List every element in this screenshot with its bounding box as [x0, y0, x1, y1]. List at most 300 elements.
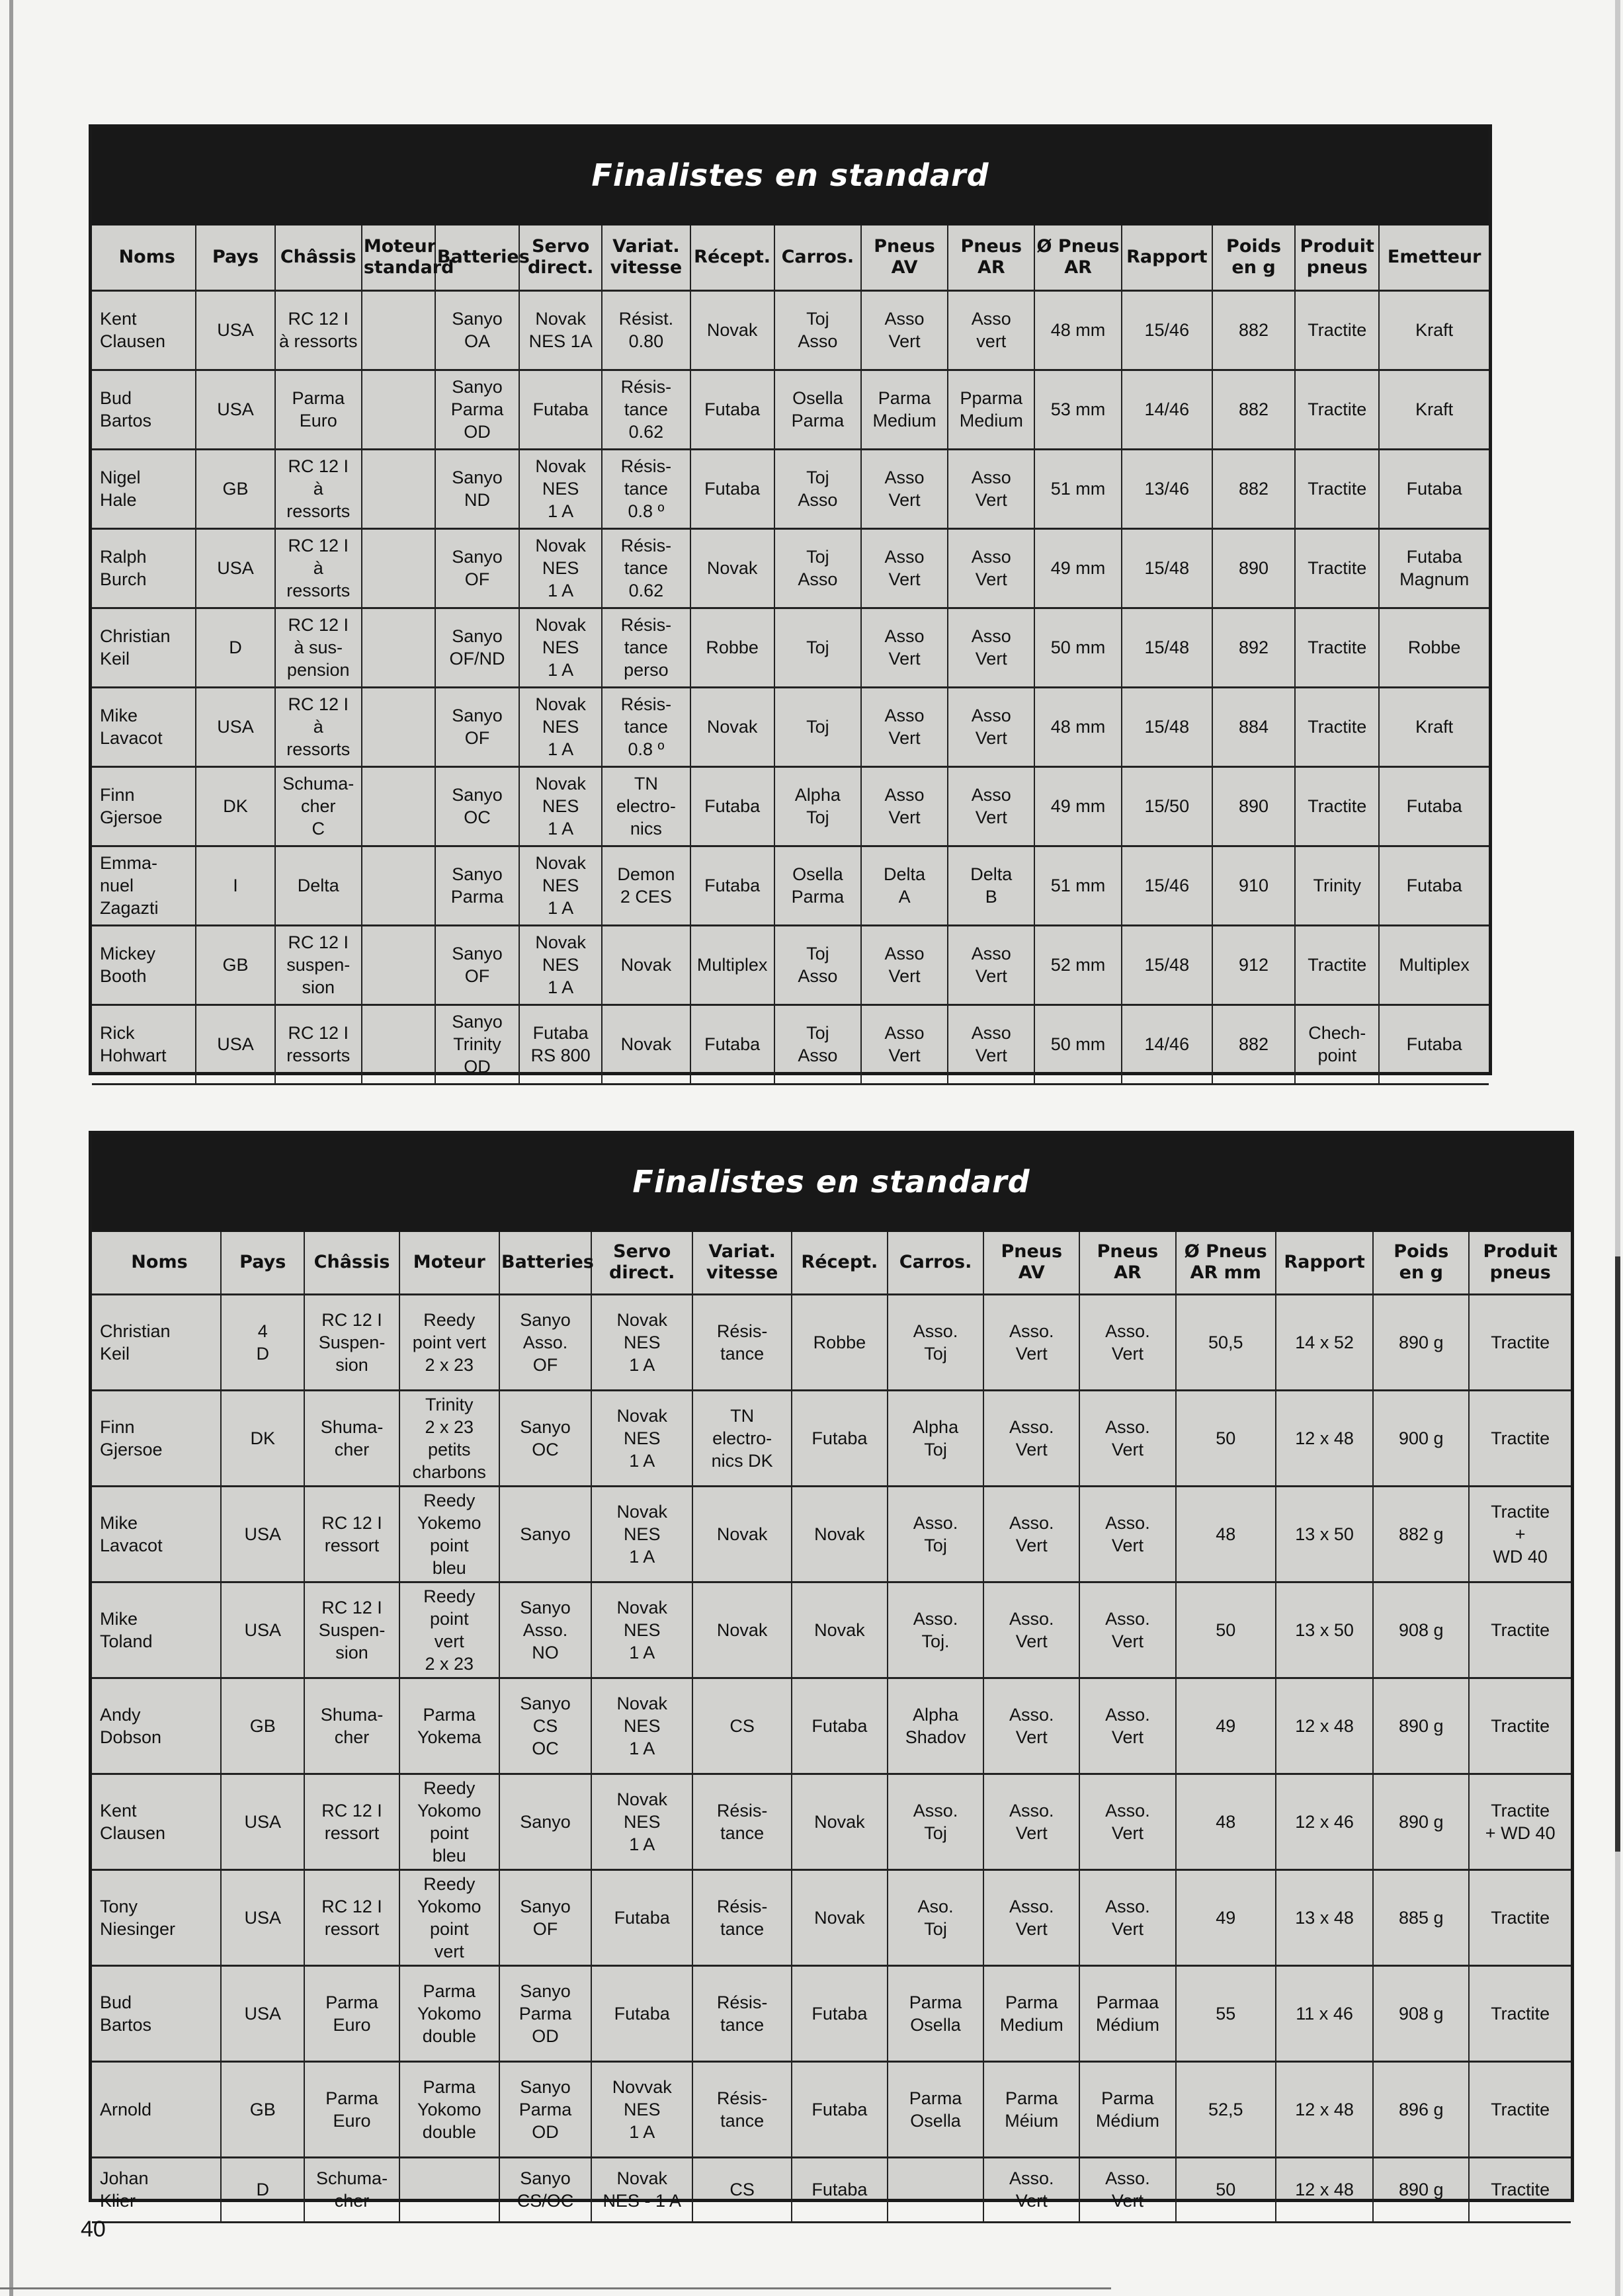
table-cell: TN electro- nics	[602, 766, 690, 846]
table-cell: Novak NES 1 A	[519, 766, 602, 846]
table-cell	[362, 846, 435, 925]
table1-header-cell: Rapport	[1122, 226, 1212, 290]
table-cell: Emma- nuel Zagazti	[92, 846, 196, 925]
table-cell: Asso Vert	[861, 766, 948, 846]
table-cell: Asso. Vert	[1079, 1678, 1175, 1774]
table-cell: Novak NES 1 A	[591, 1390, 692, 1486]
table-row	[92, 528, 1489, 608]
table-cell: Futaba	[690, 449, 774, 528]
table-cell: RC 12 I ressort	[304, 1869, 399, 1965]
table-cell: Sanyo OF	[435, 528, 519, 608]
table-cell: 896 g	[1373, 2061, 1469, 2157]
table2-header-cell: Châssis	[304, 1232, 399, 1294]
table-row	[92, 290, 1489, 370]
table-cell: Alpha Shadov	[888, 1678, 983, 1774]
table-cell: Robbe	[690, 608, 774, 687]
table-cell: Sanyo OC	[435, 766, 519, 846]
table-cell: 13 x 50	[1276, 1486, 1373, 1582]
table-cell: Novak	[690, 528, 774, 608]
table-cell: Asso. Vert	[1079, 1294, 1175, 1390]
table-cell: 890 g	[1373, 1678, 1469, 1774]
table-cell: DK	[221, 1390, 305, 1486]
table-cell: Sanyo OF/ND	[435, 608, 519, 687]
table-cell: 49 mm	[1034, 766, 1121, 846]
table2-header-cell: Pneus AR	[1079, 1232, 1175, 1294]
table1	[92, 226, 1489, 1085]
table-cell: Reedy point vert 2 x 23	[399, 1294, 499, 1390]
table-cell: 13 x 48	[1276, 1869, 1373, 1965]
table-cell: Alpha Toj	[774, 766, 861, 846]
table-cell: RC 12 I ressort	[304, 1486, 399, 1582]
table-cell: Futaba	[591, 1965, 692, 2061]
table-cell: Tractite	[1469, 1294, 1571, 1390]
table-cell: USA	[196, 1004, 274, 1084]
table-cell: Novak NES 1 A	[591, 1678, 692, 1774]
table-row	[92, 370, 1489, 449]
table-cell: USA	[221, 1965, 305, 2061]
table-cell: USA	[221, 1582, 305, 1678]
table-cell: 55	[1176, 1965, 1276, 2061]
table-cell: 50 mm	[1034, 1004, 1121, 1084]
table-cell: USA	[196, 290, 274, 370]
table-cell: 15/46	[1122, 846, 1212, 925]
table-cell: 890 g	[1373, 2157, 1469, 2222]
table-cell: Shuma- cher	[304, 1390, 399, 1486]
table-cell: Bud Bartos	[92, 1965, 221, 2061]
table-cell: Futaba	[1379, 449, 1489, 528]
table-cell: Tractite	[1295, 687, 1379, 766]
table-cell: Asso Vert	[861, 290, 948, 370]
table-cell: Asso vert	[948, 290, 1034, 370]
table-cell: Novak NES 1 A	[519, 925, 602, 1004]
table-row	[92, 1965, 1571, 2061]
table-cell: GB	[221, 1678, 305, 1774]
table-cell: 15/48	[1122, 608, 1212, 687]
page-edge-left	[9, 0, 13, 2296]
table-cell: RC 12 I ressorts	[275, 1004, 362, 1084]
table-cell: 12 x 46	[1276, 1774, 1373, 1869]
table-cell	[362, 1004, 435, 1084]
table-cell: CS	[692, 1678, 791, 1774]
table-cell: Novak	[602, 1004, 690, 1084]
table-cell: Novak NES - 1 A	[591, 2157, 692, 2222]
table-cell: Tractite	[1295, 608, 1379, 687]
table-cell: Asso Vert	[948, 528, 1034, 608]
table-cell: 890	[1212, 528, 1295, 608]
table-cell: Novak NES 1 A	[519, 608, 602, 687]
table-cell: Futaba	[792, 2061, 888, 2157]
table-row	[92, 1294, 1571, 1390]
table1-title: Finalistes en standard	[92, 128, 1489, 226]
table-cell: Asso Vert	[861, 1004, 948, 1084]
table-cell: 12 x 48	[1276, 2061, 1373, 2157]
table2-header-cell: Servo direct.	[591, 1232, 692, 1294]
table-cell: Novak	[690, 687, 774, 766]
table-cell: Asso Vert	[861, 449, 948, 528]
table-cell: 908 g	[1373, 1965, 1469, 2061]
table-cell: Finn Gjersoe	[92, 1390, 221, 1486]
table-cell: 48	[1176, 1486, 1276, 1582]
page-edge-bottom	[0, 2287, 1111, 2289]
table-cell: Sanyo ND	[435, 449, 519, 528]
table2-header-cell: Carros.	[888, 1232, 983, 1294]
table-cell: Résis- tance	[692, 1965, 791, 2061]
table-cell: Tractite	[1295, 766, 1379, 846]
table-cell: Delta A	[861, 846, 948, 925]
table-cell: Mickey Booth	[92, 925, 196, 1004]
table-cell: Kent Clausen	[92, 290, 196, 370]
table-cell: 890	[1212, 766, 1295, 846]
table-cell: Sanyo Asso. OF	[499, 1294, 591, 1390]
table-cell: Novak NES 1 A	[519, 528, 602, 608]
table-cell: Trinity	[1295, 846, 1379, 925]
table-cell: Mike Lavacot	[92, 1486, 221, 1582]
table-cell: Novak NES 1 A	[519, 846, 602, 925]
table-cell: Futaba	[690, 370, 774, 449]
table-cell	[362, 766, 435, 846]
table-cell: 15/48	[1122, 528, 1212, 608]
table1-header-row	[92, 226, 1489, 290]
table-cell: Tractite	[1469, 1965, 1571, 2061]
table-cell: Toj Asso	[774, 925, 861, 1004]
table-cell: Tractite	[1469, 1869, 1571, 1965]
table-cell: Toj Asso	[774, 449, 861, 528]
table-cell: Futaba	[690, 1004, 774, 1084]
table-cell: RC 12 I suspen- sion	[275, 925, 362, 1004]
table-cell: Novak	[792, 1582, 888, 1678]
table1-header-cell: Noms	[92, 226, 196, 290]
table-cell: DK	[196, 766, 274, 846]
table-cell: 50	[1176, 1582, 1276, 1678]
table-cell: Asso. Vert	[1079, 1390, 1175, 1486]
table-cell: Novak NES 1A	[519, 290, 602, 370]
table-cell: 900 g	[1373, 1390, 1469, 1486]
table-cell: Toj Asso	[774, 290, 861, 370]
table-cell: Résis- tance	[692, 1869, 791, 1965]
table-cell: Futaba	[792, 1678, 888, 1774]
table-cell: 912	[1212, 925, 1295, 1004]
table1-header-cell: Emetteur	[1379, 226, 1489, 290]
table-cell: 50	[1176, 2157, 1276, 2222]
table-cell: Asso. Toj.	[888, 1582, 983, 1678]
table-cell: Novak NES 1 A	[519, 687, 602, 766]
table-cell: Novak NES 1 A	[591, 1582, 692, 1678]
table-cell: Asso. Toj	[888, 1294, 983, 1390]
table1-header-cell: Ø Pneus AR	[1034, 226, 1121, 290]
table2-panel	[89, 1131, 1574, 2211]
table-cell: Demon 2 CES	[602, 846, 690, 925]
table-row	[92, 1582, 1571, 1678]
table-cell: Futaba Magnum	[1379, 528, 1489, 608]
table-cell: 892	[1212, 608, 1295, 687]
table-cell: USA	[196, 370, 274, 449]
table1-header-cell: Pays	[196, 226, 274, 290]
table-cell: Novak	[602, 925, 690, 1004]
table1-panel	[89, 124, 1492, 1075]
table-cell: Asso. Vert	[983, 1390, 1079, 1486]
table-cell: Parma Méium	[983, 2061, 1079, 2157]
table-cell: 11 x 46	[1276, 1965, 1373, 2061]
table-cell: Novak	[692, 1582, 791, 1678]
table-cell: Futaba	[792, 1965, 888, 2061]
table-cell: Mike Toland	[92, 1582, 221, 1678]
table-cell: Futaba	[690, 846, 774, 925]
table-cell: Asso Vert	[861, 528, 948, 608]
table-cell: Robbe	[1379, 608, 1489, 687]
table-cell: Novak	[792, 1774, 888, 1869]
table-cell: 12 x 48	[1276, 1390, 1373, 1486]
table-cell	[362, 370, 435, 449]
page-edge-right	[1615, 0, 1620, 2296]
table-cell: Ralph Burch	[92, 528, 196, 608]
table-cell: Résis- tance	[692, 1294, 791, 1390]
table-cell	[362, 290, 435, 370]
table-cell: Reedy Yokomo point vert	[399, 1869, 499, 1965]
table-cell: Asso Vert	[948, 925, 1034, 1004]
table-cell: 14/46	[1122, 1004, 1212, 1084]
table-cell: 13 x 50	[1276, 1582, 1373, 1678]
table-cell: Reedy Yokemo point bleu	[399, 1486, 499, 1582]
table1-header-cell: Produit pneus	[1295, 226, 1379, 290]
table-row	[92, 1678, 1571, 1774]
table-cell: Osella Parma	[774, 370, 861, 449]
table2-header-cell: Ø Pneus AR mm	[1176, 1232, 1276, 1294]
table-cell	[362, 528, 435, 608]
table-cell: 12 x 48	[1276, 2157, 1373, 2222]
table-row	[92, 1390, 1571, 1486]
table-cell: Futaba RS 800	[519, 1004, 602, 1084]
table-cell: Toj Asso	[774, 528, 861, 608]
table-cell: Futaba	[1379, 766, 1489, 846]
table-row	[92, 687, 1489, 766]
table-cell: Parma Médium	[1079, 2061, 1175, 2157]
table-cell: Asso. Vert	[983, 1582, 1079, 1678]
table2-header-cell: Moteur	[399, 1232, 499, 1294]
table-cell: Rick Hohwart	[92, 1004, 196, 1084]
table-cell: Sanyo OA	[435, 290, 519, 370]
table-cell: GB	[221, 2061, 305, 2157]
table1-header-cell: Pneus AV	[861, 226, 948, 290]
table-row	[92, 2157, 1571, 2222]
table-cell: Mike Lavacot	[92, 687, 196, 766]
table-cell: Sanyo OF	[435, 687, 519, 766]
table-cell: Résis- tance 0.8 º	[602, 449, 690, 528]
table-cell: Parma Medium	[983, 1965, 1079, 2061]
table-cell: Résis- tance 0.8 º	[602, 687, 690, 766]
table-row	[92, 1774, 1571, 1869]
table-cell: USA	[221, 1774, 305, 1869]
table-cell: Résis- tance 0.62	[602, 528, 690, 608]
table-cell: Trinity 2 x 23 petits charbons	[399, 1390, 499, 1486]
table-cell: Résis- tance perso	[602, 608, 690, 687]
table-cell: Sanyo Parma OD	[499, 1965, 591, 2061]
table-cell: Asso Vert	[861, 608, 948, 687]
table-cell: Novak NES 1 A	[519, 449, 602, 528]
table2-title: Finalistes en standard	[92, 1134, 1571, 1232]
table-cell: Pparma Medium	[948, 370, 1034, 449]
table-cell: Sanyo Asso. NO	[499, 1582, 591, 1678]
table-cell: Futaba	[792, 1390, 888, 1486]
table-cell: Kraft	[1379, 370, 1489, 449]
table-cell: Asso. Vert	[1079, 2157, 1175, 2222]
table-cell: Sanyo OF	[435, 925, 519, 1004]
table1-header-cell: Batteries	[435, 226, 519, 290]
table-cell: Résis- tance 0.62	[602, 370, 690, 449]
table-cell: 51 mm	[1034, 449, 1121, 528]
table-cell: Novak NES 1 A	[591, 1486, 692, 1582]
table2-header-cell: Rapport	[1276, 1232, 1373, 1294]
table-cell: Futaba	[1379, 1004, 1489, 1084]
table-cell: 50	[1176, 1390, 1276, 1486]
table-cell: Tractite	[1295, 290, 1379, 370]
table-cell: Asso Vert	[948, 449, 1034, 528]
table-cell	[399, 2157, 499, 2222]
table2-header-cell: Poids en g	[1373, 1232, 1469, 1294]
table-cell: 48 mm	[1034, 290, 1121, 370]
table-row	[92, 766, 1489, 846]
table-cell: Futaba	[519, 370, 602, 449]
table-cell: Tractite	[1469, 2061, 1571, 2157]
table-cell	[362, 925, 435, 1004]
table-cell: GB	[196, 925, 274, 1004]
table-cell: Tony Niesinger	[92, 1869, 221, 1965]
table-cell: 882	[1212, 290, 1295, 370]
table-cell: RC 12 I à ressorts	[275, 449, 362, 528]
table-cell: Tractite	[1469, 1390, 1571, 1486]
table-cell: Asso Vert	[948, 608, 1034, 687]
table-cell: Asso. Vert	[1079, 1486, 1175, 1582]
table-cell: RC 12 I à ressorts	[275, 687, 362, 766]
table-cell: Futaba	[591, 1869, 692, 1965]
table-cell: Sanyo	[499, 1486, 591, 1582]
table-cell: Asso. Vert	[983, 1774, 1079, 1869]
table-cell: Sanyo Parma	[435, 846, 519, 925]
table2-header-cell: Pneus AV	[983, 1232, 1079, 1294]
table-cell: 50,5	[1176, 1294, 1276, 1390]
table-cell: Andy Dobson	[92, 1678, 221, 1774]
table2-header-cell: Pays	[221, 1232, 305, 1294]
table-cell: Tractite + WD 40	[1469, 1774, 1571, 1869]
table-cell: Sanyo OC	[499, 1390, 591, 1486]
table-cell: Asso. Vert	[983, 1486, 1079, 1582]
table-cell: 49 mm	[1034, 528, 1121, 608]
table-cell: 52 mm	[1034, 925, 1121, 1004]
table-cell: Sanyo CS/OC	[499, 2157, 591, 2222]
table-cell: Shuma- cher	[304, 1678, 399, 1774]
table-cell: Kent Clausen	[92, 1774, 221, 1869]
table2-header-row	[92, 1232, 1571, 1294]
table1-header-cell: Servo direct.	[519, 226, 602, 290]
table-cell: D	[221, 2157, 305, 2222]
table-cell: RC 12 I Suspen- sion	[304, 1294, 399, 1390]
table-cell: Tractite	[1469, 1678, 1571, 1774]
table-cell: Toj Asso	[774, 1004, 861, 1084]
table-cell: 4 D	[221, 1294, 305, 1390]
table-cell: Tractite	[1295, 528, 1379, 608]
table2-header-cell: Noms	[92, 1232, 221, 1294]
table1-header-cell: Châssis	[275, 226, 362, 290]
table-cell: 48	[1176, 1774, 1276, 1869]
table-row	[92, 608, 1489, 687]
table-cell: Résist. 0.80	[602, 290, 690, 370]
table-cell: 14/46	[1122, 370, 1212, 449]
table-cell: 50 mm	[1034, 608, 1121, 687]
table-cell: Christian Keil	[92, 1294, 221, 1390]
table-cell: Asso. Toj	[888, 1486, 983, 1582]
table-cell: Asso Vert	[861, 687, 948, 766]
table-cell: Tractite + WD 40	[1469, 1486, 1571, 1582]
table1-header-cell: Carros.	[774, 226, 861, 290]
table-cell: 14 x 52	[1276, 1294, 1373, 1390]
table-row	[92, 925, 1489, 1004]
table-cell: TN electro- nics DK	[692, 1390, 791, 1486]
table-cell: USA	[221, 1869, 305, 1965]
table-cell: Parma Osella	[888, 1965, 983, 2061]
table-cell: Novak NES 1 A	[591, 1774, 692, 1869]
table-cell: Asso Vert	[948, 687, 1034, 766]
table-cell: Parma Euro	[304, 1965, 399, 2061]
table1-header-cell: Moteur standard	[362, 226, 435, 290]
table-cell: Multiplex	[690, 925, 774, 1004]
table-cell: 15/50	[1122, 766, 1212, 846]
table-cell: Sanyo CS OC	[499, 1678, 591, 1774]
table-cell: Futaba	[1379, 846, 1489, 925]
table-cell: Futaba	[792, 2157, 888, 2222]
table-cell: Tractite	[1295, 370, 1379, 449]
table-cell: Parma Medium	[861, 370, 948, 449]
table-cell: Asso. Vert	[983, 2157, 1079, 2222]
table-cell: Asso. Vert	[983, 1869, 1079, 1965]
table1-header-cell: Pneus AR	[948, 226, 1034, 290]
table-cell: Novak NES 1 A	[591, 1294, 692, 1390]
table-cell: D	[196, 608, 274, 687]
table-cell: Reedy Yokomo point bleu	[399, 1774, 499, 1869]
table-cell: 52,5	[1176, 2061, 1276, 2157]
table-cell	[362, 687, 435, 766]
table-cell: Asso Vert	[948, 1004, 1034, 1084]
table-cell: Asso. Vert	[1079, 1774, 1175, 1869]
table-cell: USA	[196, 687, 274, 766]
table-cell: Parma Yokomo double	[399, 2061, 499, 2157]
table-cell: 882	[1212, 1004, 1295, 1084]
table-cell: 53 mm	[1034, 370, 1121, 449]
table-cell: 882	[1212, 370, 1295, 449]
table-cell: 908 g	[1373, 1582, 1469, 1678]
table-cell: 15/48	[1122, 925, 1212, 1004]
table-cell: Novak	[692, 1486, 791, 1582]
table-cell: USA	[196, 528, 274, 608]
table-cell: Parma Osella	[888, 2061, 983, 2157]
page-number: 40	[81, 2217, 106, 2242]
table-cell: Asso. Vert	[1079, 1869, 1175, 1965]
table-cell: Sanyo Parma OD	[435, 370, 519, 449]
table-row	[92, 1004, 1489, 1084]
table-row	[92, 2061, 1571, 2157]
table-cell: 48 mm	[1034, 687, 1121, 766]
table-cell	[362, 449, 435, 528]
table-cell: 15/46	[1122, 290, 1212, 370]
table-cell: Schuma- cher	[304, 2157, 399, 2222]
table-cell: Tractite	[1469, 2157, 1571, 2222]
table-cell: Multiplex	[1379, 925, 1489, 1004]
table-row	[92, 449, 1489, 528]
table2-header-cell: Produit pneus	[1469, 1232, 1571, 1294]
table-cell: Christian Keil	[92, 608, 196, 687]
table-cell: Tractite	[1469, 1582, 1571, 1678]
table-cell: Parma Yokomo double	[399, 1965, 499, 2061]
table-cell: Bud Bartos	[92, 370, 196, 449]
table-cell: 890 g	[1373, 1774, 1469, 1869]
